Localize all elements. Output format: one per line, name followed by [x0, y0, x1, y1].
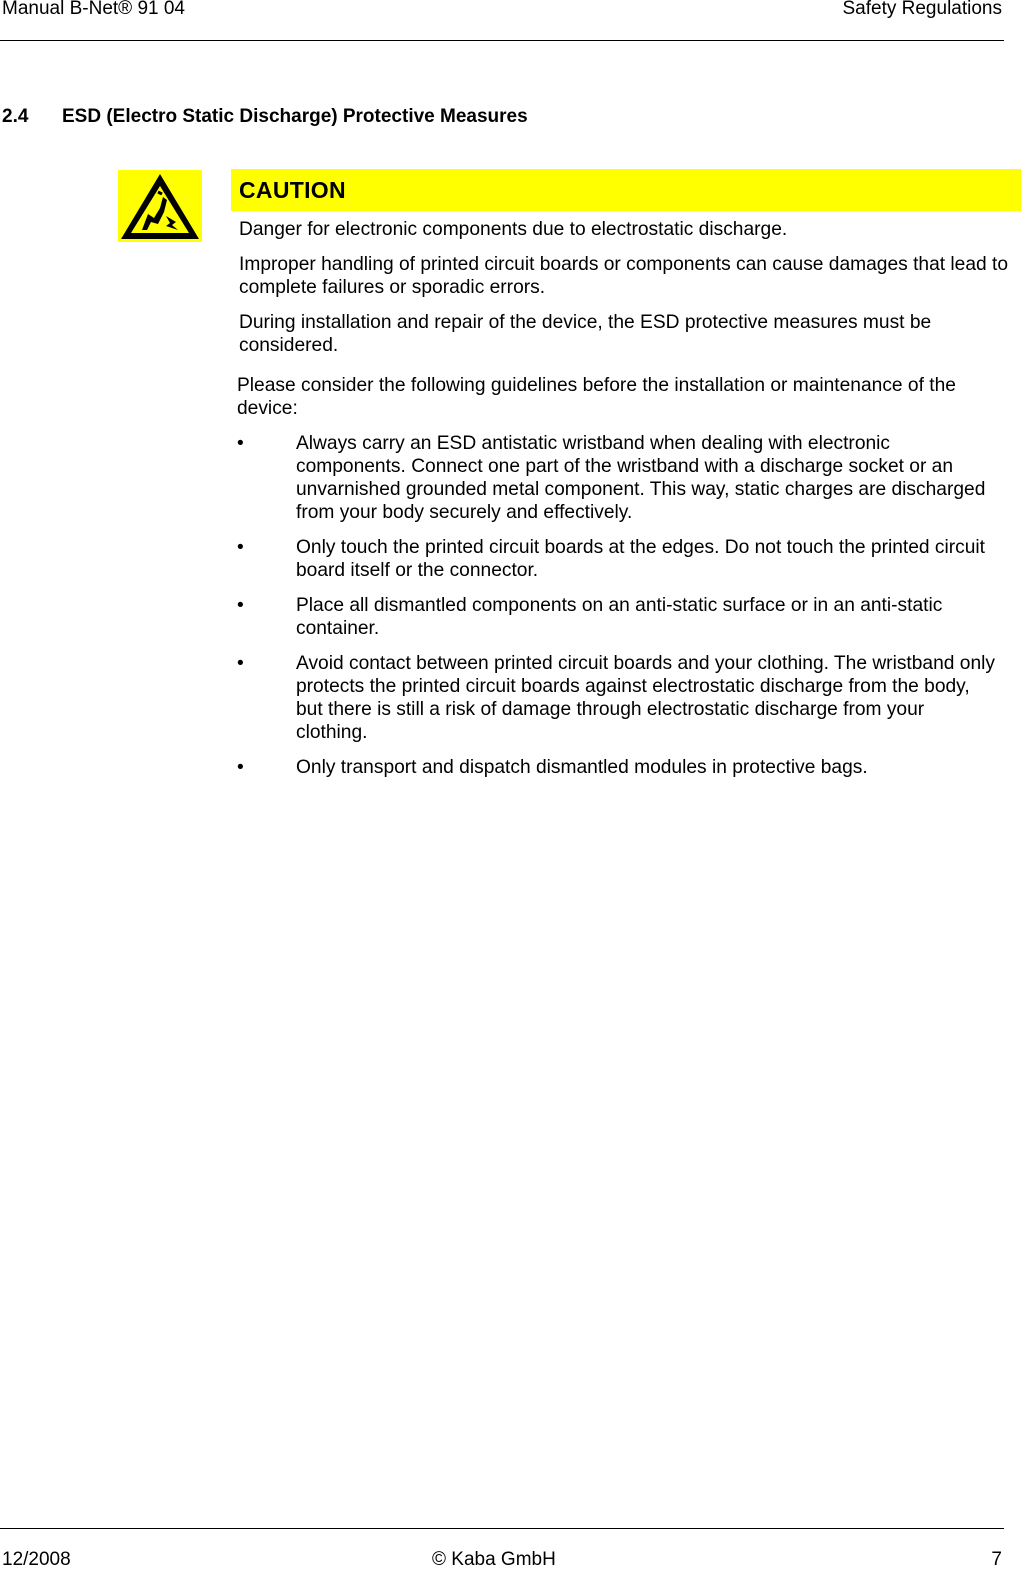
list-item [237, 652, 996, 744]
list-item-text: Place all dismantled components on an anti-static surface or in an anti-static container. [296, 595, 943, 639]
esd-warning-icon [118, 170, 202, 242]
list-item-text: Only touch the printed circuit boards at the edges. Do not touch the printed circuit board itself or the connector. [296, 537, 986, 581]
list-item-text: Only transport and dispatch dismantled modules in protective bags. [296, 757, 868, 778]
caution-banner [231, 169, 1021, 211]
header-chapter-title: Safety Regulations [842, 0, 1002, 19]
bullet-icon: • [237, 757, 244, 778]
list-item [237, 594, 996, 640]
header-manual-title: Manual B-Net® 91 04 [2, 0, 185, 19]
section-heading [2, 106, 528, 128]
page-number: 7 [991, 1549, 1002, 1570]
list-item-text: Avoid contact between printed circuit boards and your clothing. The wristband only protects the printed circuit boards against electrostatic discharge from the body, but there is still a risk of damage through electrostatic discharge from your clothing. [296, 653, 995, 743]
caution-label: CAUTION [239, 177, 346, 203]
list-item-text: Always carry an ESD antistatic wristband when dealing with electronic components. Connect one part of the wristband with a discharge socket or an unvarnished grounded metal component. This way, static charges are discharged from your body securely and effectively. [296, 433, 986, 523]
section-number: 2.4 [2, 106, 29, 127]
caution-text [239, 218, 1009, 369]
page-header [0, 0, 1004, 41]
guidelines [237, 374, 1007, 791]
bullet-icon: • [237, 433, 244, 454]
footer-copyright: © Kaba GmbH [432, 1549, 556, 1570]
list-item [237, 756, 996, 779]
guidelines-list [237, 432, 1007, 779]
caution-paragraph: Improper handling of printed circuit boards or components can cause damages that lead to complete failures or sporadic errors. [239, 254, 1009, 298]
list-item [237, 536, 996, 582]
guidelines-intro: Please consider the following guidelines before the installation or maintenance of the device: [237, 375, 956, 419]
bullet-icon: • [237, 537, 244, 558]
list-item [237, 432, 996, 524]
caution-paragraph: Danger for electronic components due to electrostatic discharge. [239, 219, 788, 240]
bullet-icon: • [237, 595, 244, 616]
section-title: ESD (Electro Static Discharge) Protective Measures [62, 106, 528, 127]
caution-paragraph: During installation and repair of the device, the ESD protective measures must be considered. [239, 312, 932, 356]
footer-date: 12/2008 [2, 1549, 71, 1570]
page-footer [0, 1528, 1004, 1572]
bullet-icon: • [237, 653, 244, 674]
